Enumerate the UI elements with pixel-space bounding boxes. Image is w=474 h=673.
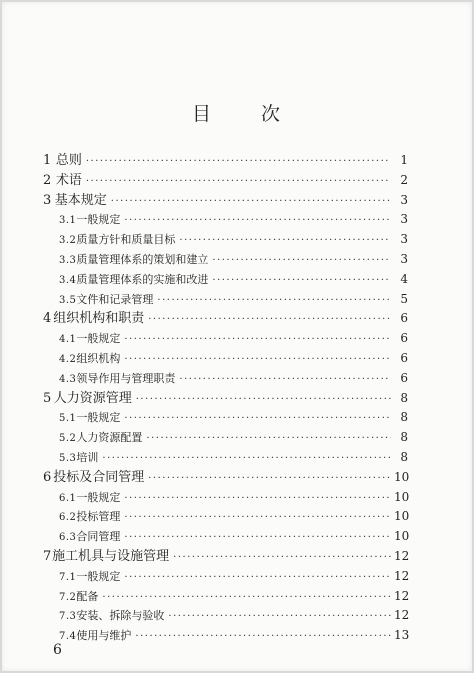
- toc-title: 质量方针和质量目标: [76, 233, 176, 247]
- toc-page-number: 2: [400, 172, 408, 187]
- toc-page-number: 12: [394, 588, 410, 603]
- toc-title: 人力资源管理: [53, 390, 132, 406]
- toc-title: 投标管理: [76, 510, 121, 524]
- toc-number: 4.3: [59, 373, 77, 385]
- toc-number: 3.5: [59, 294, 77, 306]
- toc-title: 配备: [76, 589, 99, 603]
- toc-title: 领导作用与管理职责: [76, 371, 176, 385]
- title-char-1: 目: [191, 103, 213, 125]
- toc-page-number: 1: [400, 153, 408, 167]
- toc-title: 组织机构和职责: [53, 311, 145, 327]
- toc-page-number: 13: [394, 628, 410, 643]
- toc-number: 3: [43, 192, 52, 208]
- toc-title: 一般规定: [76, 332, 121, 346]
- toc-number: 3.2: [59, 235, 77, 247]
- toc-section-row[interactable]: [43, 388, 408, 408]
- toc-title: 一般规定: [76, 411, 121, 425]
- page-title: [2, 99, 472, 126]
- toc-subsection-row[interactable]: [59, 506, 408, 526]
- toc-title: 文件和记录管理: [76, 292, 154, 306]
- toc-number: 4.1: [59, 334, 77, 346]
- toc-title: 人力资源配置: [76, 431, 143, 445]
- toc-number: 6.2: [59, 512, 77, 524]
- toc-section-row[interactable]: [43, 546, 408, 566]
- toc-subsection-row[interactable]: [59, 269, 408, 289]
- toc-title: 质量管理体系的实施和改进: [76, 272, 209, 286]
- toc-title: 质量管理体系的策划和建立: [76, 253, 209, 266]
- toc-page-number: 6: [400, 370, 408, 385]
- toc-section-row[interactable]: [43, 467, 408, 487]
- toc-number: 7.4: [59, 631, 77, 643]
- toc-subsection-row[interactable]: [59, 487, 408, 507]
- toc-title: 组织机构: [76, 352, 121, 365]
- toc-number: 5.2: [59, 433, 77, 445]
- toc-page-number: 4: [400, 271, 408, 286]
- toc-subsection-row[interactable]: [59, 605, 408, 625]
- toc-page-number: 8: [400, 390, 408, 405]
- toc-page-number: 8: [400, 410, 408, 425]
- toc-number: 7: [43, 549, 52, 564]
- toc-section-row[interactable]: [43, 170, 408, 190]
- toc-number: 5.1: [59, 413, 77, 425]
- toc-subsection-row[interactable]: [59, 249, 408, 269]
- toc-page-number: 12: [394, 549, 410, 563]
- toc-number: 3.3: [59, 255, 77, 266]
- toc-title: 投标及合同管理: [53, 469, 145, 485]
- toc-page-number: 3: [400, 192, 408, 207]
- toc-title: 培训: [76, 451, 99, 464]
- toc-title: 一般规定: [76, 569, 121, 583]
- toc-number: 3.1: [59, 215, 77, 227]
- toc-page-number: 6: [400, 331, 408, 346]
- toc-title: 合同管理: [76, 530, 121, 544]
- toc-page-number: 5: [400, 291, 408, 306]
- toc-number: 5: [43, 390, 52, 406]
- toc-page-number: 12: [394, 568, 410, 583]
- toc-page-number: 10: [394, 469, 410, 484]
- toc-title: 使用与维护: [76, 629, 132, 643]
- toc-subsection-row[interactable]: [59, 289, 408, 309]
- toc-leader-dots: [135, 627, 391, 647]
- document-page: [2, 2, 472, 671]
- toc-title: 术语: [55, 172, 82, 188]
- toc-page-number: 6: [400, 311, 408, 326]
- toc-page-number: 3: [400, 232, 408, 247]
- toc-section-row[interactable]: [43, 150, 408, 170]
- toc-subsection-row[interactable]: [59, 209, 408, 229]
- toc-section-row[interactable]: [43, 308, 408, 328]
- toc-title: 一般规定: [76, 490, 121, 504]
- toc-page-number: 10: [394, 509, 410, 524]
- toc-subsection-row[interactable]: [59, 328, 408, 348]
- toc-page-number: 8: [400, 430, 408, 445]
- toc-subsection-row[interactable]: [59, 348, 408, 368]
- toc-subsection-row[interactable]: [59, 368, 408, 388]
- toc-page-number: 3: [400, 252, 408, 266]
- toc-number: 7.1: [59, 571, 77, 583]
- toc-number: 4: [43, 311, 52, 327]
- toc-number: 2: [43, 172, 52, 188]
- toc-number: 3.4: [59, 274, 77, 286]
- title-char-2: 次: [261, 103, 283, 125]
- toc-subsection-row[interactable]: [59, 566, 408, 586]
- toc-number: 6.3: [59, 532, 77, 544]
- toc-number: 7.3: [59, 611, 77, 623]
- toc-page-number: 12: [394, 608, 410, 623]
- toc-number: 7.2: [59, 591, 77, 603]
- toc-page-number: 6: [400, 351, 408, 365]
- toc-title: 基本规定: [54, 192, 107, 208]
- toc-title: 一般规定: [76, 213, 121, 227]
- toc-title: 施工机具与设施管理: [52, 549, 170, 564]
- toc-number: 1: [43, 153, 52, 168]
- page-number: 6: [53, 642, 62, 658]
- toc-subsection-row[interactable]: [59, 586, 408, 606]
- toc-subsection-row[interactable]: [59, 427, 408, 447]
- toc-page-number: 3: [400, 212, 408, 227]
- toc-page-number: 10: [394, 529, 410, 544]
- toc-subsection-row[interactable]: [59, 625, 408, 645]
- toc-number: 5.3: [59, 453, 77, 464]
- toc-number: 6.1: [59, 492, 77, 504]
- toc-number: 4.2: [59, 354, 77, 365]
- toc-title: 安装、拆除与验收: [76, 609, 165, 623]
- toc-page-number: 8: [400, 450, 408, 464]
- toc-page-number: 10: [394, 489, 410, 504]
- toc-subsection-row[interactable]: [59, 526, 408, 546]
- toc-subsection-row[interactable]: [59, 229, 408, 249]
- toc-section-row[interactable]: [43, 190, 408, 210]
- toc-number: 6: [43, 469, 52, 485]
- toc-title: 总则: [55, 153, 82, 168]
- toc-subsection-row[interactable]: [59, 447, 408, 467]
- toc-subsection-row[interactable]: [59, 407, 408, 427]
